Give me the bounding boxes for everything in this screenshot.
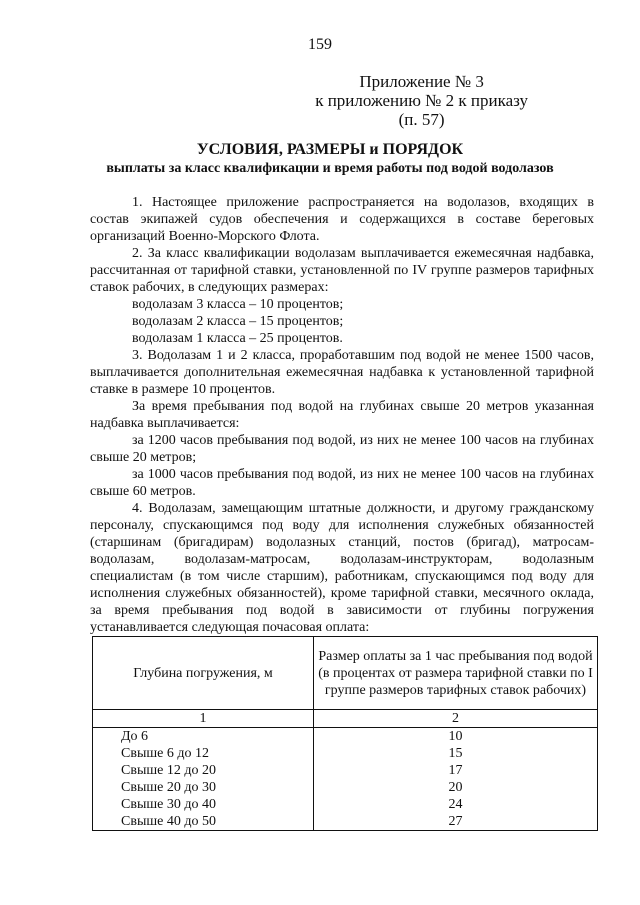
appendix-line-3: (п. 57) — [398, 110, 445, 129]
appendix-line-1: Приложение № 3 — [359, 72, 484, 91]
table-header-pay: Размер оплаты за 1 час пребывания под водой (в процентах от размера тарифной ставки по I группе размеров тарифных ставок рабочих) — [314, 637, 598, 710]
pay-value: 20 — [448, 780, 463, 795]
pay-value: 10 — [448, 729, 463, 744]
depth-value: Свыше 20 до 30 — [121, 780, 216, 795]
pay-value: 24 — [448, 797, 463, 812]
paragraph-4: 4. Водолазам, замещающим штатные должности, и другому гражданскому персоналу, спускающимся под воду для исполнения служебных обязанностей (старшинам (бригадирам) водолазных станций, постов (бригад), матросам-водолазам, водолазам-матросам, водолазам-инструкторам, водолазным специалистам (в том числе старшим), работникам, спускающимся под воду для исполнения служебных обязанностей), кроме тарифной ставки, месячного оклада, за время пребывания под водой в зависимости от глубины погружения устанавливается следующая почасовая оплата: — [90, 501, 594, 635]
table-header-depth: Глубина погружения, м — [93, 637, 314, 710]
pay-value: 27 — [448, 814, 463, 829]
pay-table — [92, 636, 598, 831]
table-data-row — [93, 728, 598, 831]
paragraph-3b: За время пребывания под водой на глубинах свыше 20 метров указанная надбавка выплачивается: — [90, 399, 594, 431]
appendix-heading — [315, 72, 528, 129]
table-number-row — [93, 710, 598, 728]
depth-value: До 6 — [121, 729, 149, 744]
paragraph-2: 2. За класс квалификации водолазам выплачивается ежемесячная надбавка, рассчитанная от тарифной ставки, установленной по IV группе размеров тарифных ставок рабочих, в следующих размерах: — [90, 246, 594, 295]
depth-value: Свыше 40 до 50 — [121, 814, 216, 829]
depth-cell — [93, 728, 314, 831]
document-title — [80, 140, 580, 178]
table-header-row — [93, 637, 598, 710]
depth-value: Свыше 30 до 40 — [121, 797, 216, 812]
title-main: УСЛОВИЯ, РАЗМЕРЫ и ПОРЯДОК — [196, 141, 464, 158]
list-item: водолазам 1 класса – 25 процентов. — [132, 331, 343, 346]
table-col-number-2: 2 — [314, 710, 598, 728]
depth-value: Свыше 12 до 20 — [121, 763, 216, 778]
paragraph-3: 3. Водолазам 1 и 2 класса, проработавшим под водой не менее 1500 часов, выплачивается дополнительная ежемесячная надбавка к установленной тарифной ставке в размере 10 процентов. — [90, 348, 594, 397]
pay-value: 15 — [448, 746, 463, 761]
table-col-number-1: 1 — [93, 710, 314, 728]
page-number: 159 — [308, 36, 332, 53]
title-sub: выплаты за класс квалификации и время работы под водой водолазов — [106, 161, 554, 176]
pay-value: 17 — [448, 763, 463, 778]
paragraph-3c: за 1200 часов пребывания под водой, из них не менее 100 часов на глубинах свыше 20 метров; — [90, 433, 594, 465]
list-item: водолазам 2 класса – 15 процентов; — [132, 314, 344, 329]
paragraph-1: 1. Настоящее приложение распространяется на водолазов, входящих в состав экипажей судов обеспечения и содержащихся в составе береговых организаций Военно-Морского Флота. — [90, 195, 594, 244]
appendix-line-2: к приложению № 2 к приказу — [315, 91, 528, 110]
list-item: водолазам 3 класса – 10 процентов; — [132, 297, 344, 312]
paragraph-3d: за 1000 часов пребывания под водой, из них не менее 100 часов на глубинах свыше 60 метров. — [90, 467, 594, 499]
document-body — [90, 194, 594, 636]
depth-value: Свыше 6 до 12 — [121, 746, 209, 761]
pay-cell — [314, 728, 598, 831]
